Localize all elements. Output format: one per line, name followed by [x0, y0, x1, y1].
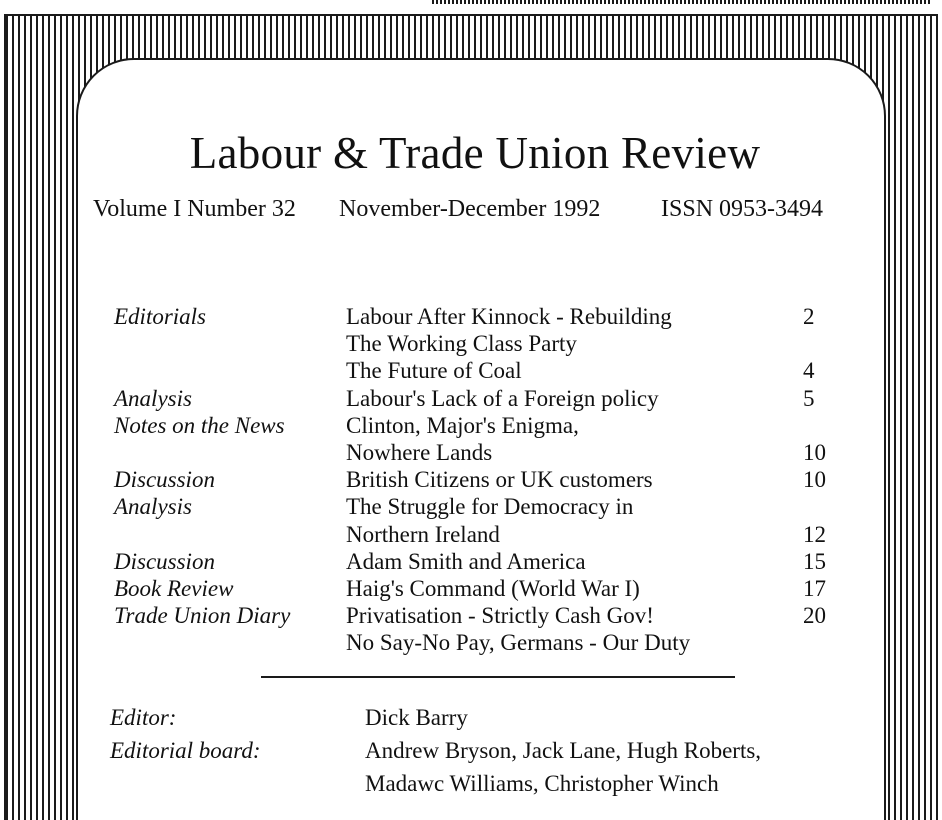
section-label: Book Review — [114, 575, 234, 601]
article-title: Northern Ireland — [346, 521, 500, 547]
article-title: Privatisation - Strictly Cash Gov! — [346, 603, 654, 629]
article-title: Adam Smith and America — [346, 548, 586, 574]
article-title: No Say-No Pay, Germans - Our Duty — [346, 630, 691, 656]
article-title: British Citizens or UK customers — [346, 467, 653, 493]
contents-row — [0, 357, 942, 384]
article-title: Clinton, Major's Enigma, — [346, 412, 579, 438]
section-label: Discussion — [114, 548, 215, 574]
issue-date: November-December 1992 — [339, 196, 601, 222]
contents-row — [0, 303, 942, 330]
contents-row — [0, 521, 942, 548]
section-label: Trade Union Diary — [114, 603, 291, 629]
page-number: 4 — [803, 358, 815, 384]
volume-number: Volume I Number 32 — [93, 196, 296, 222]
page-number: 15 — [803, 548, 826, 574]
contents-row — [0, 412, 942, 439]
editor-name: Dick Barry — [365, 705, 468, 730]
editor-row — [0, 703, 942, 736]
section-label: Discussion — [114, 467, 215, 493]
top-decorative-rule — [432, 0, 930, 4]
contents-row — [0, 330, 942, 357]
contents-row — [0, 602, 942, 629]
article-title: Labour After Kinnock - Rebuilding — [346, 304, 672, 329]
section-label: Editorials — [114, 304, 207, 329]
publication-title: Labour & Trade Union Review — [189, 128, 761, 178]
credits-block — [0, 703, 942, 802]
editorial-board-names: Andrew Bryson, Jack Lane, Hugh Roberts, — [365, 738, 762, 763]
article-title: Nowhere Lands — [346, 439, 493, 465]
article-title: Haig's Command (World War I) — [346, 575, 640, 601]
page-number: 17 — [803, 575, 826, 601]
section-divider — [261, 676, 735, 678]
section-label: Notes on the News — [114, 412, 285, 438]
article-title: The Future of Coal — [346, 358, 522, 384]
article-title: Labour's Lack of a Foreign policy — [346, 385, 659, 411]
contents-row — [0, 439, 942, 466]
section-label: Analysis — [114, 494, 192, 520]
page-number: 20 — [803, 603, 826, 629]
page-number: 10 — [803, 467, 826, 493]
editorial-board-row — [0, 736, 942, 769]
section-label: Analysis — [114, 385, 192, 411]
editor-label: Editor: — [110, 705, 177, 730]
contents-row — [0, 466, 942, 493]
article-title: The Struggle for Democracy in — [346, 494, 634, 520]
page-number: 10 — [803, 439, 826, 465]
editorial-board-row-continued — [0, 769, 942, 802]
editorial-board-names-continued: Madawc Williams, Christopher Winch — [365, 771, 719, 796]
article-title: The Working Class Party — [346, 331, 577, 357]
issn-number: ISSN 0953-3494 — [661, 196, 824, 222]
contents-row — [0, 493, 942, 520]
page-number: 12 — [803, 521, 826, 547]
page-number: 5 — [803, 385, 815, 411]
contents-row — [0, 629, 942, 656]
page-number: 2 — [803, 304, 815, 329]
contents-row — [0, 385, 942, 412]
contents-row — [0, 575, 942, 602]
contents-row — [0, 548, 942, 575]
table-of-contents — [0, 303, 942, 656]
editorial-board-label: Editorial board: — [110, 738, 261, 763]
